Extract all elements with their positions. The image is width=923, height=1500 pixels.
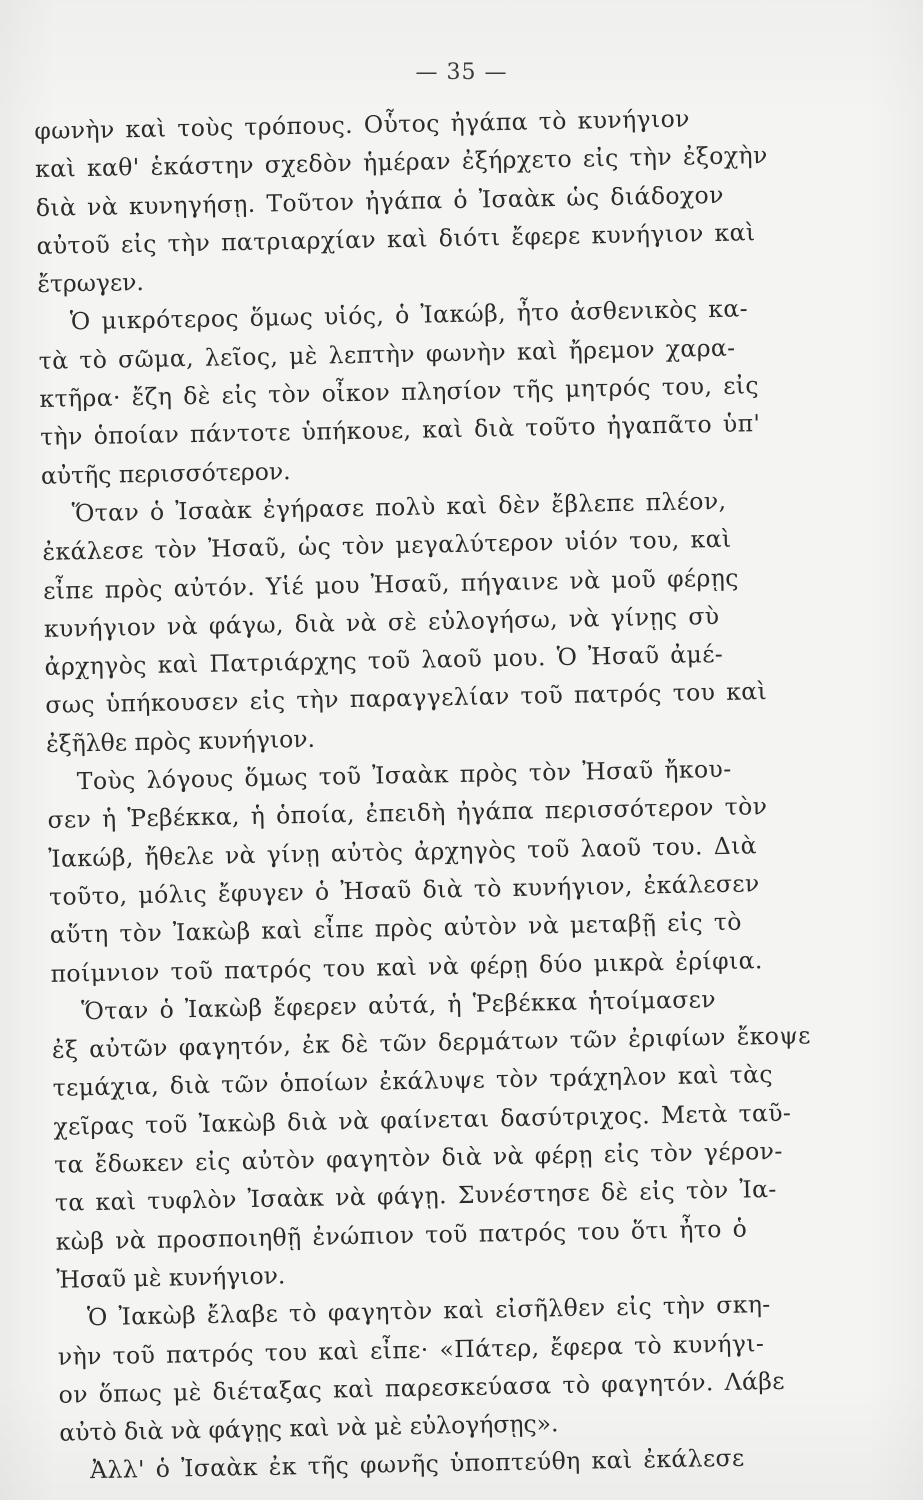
text-line: Τοὺς λόγους ὅμως τοῦ Ἰσαὰκ πρὸς τὸν Ἠσαῦ ἤκου- xyxy=(76,754,732,796)
text-line: διὰ νὰ κυνηγήσῃ. Τοῦτον ἠγάπα ὁ Ἰσαὰκ ὡς διάδοχον xyxy=(35,180,725,222)
text-line: νὴν τοῦ πατρός του καὶ εἶπε· «Πάτερ, ἔφερα τὸ κυνήγι- xyxy=(57,1328,765,1371)
text-line: ἀρχηγὸς καὶ Πατριάρχης τοῦ λαοῦ μου. Ὁ Ἠσαῦ ἀμέ- xyxy=(44,640,724,682)
text-line: σως ὑπήκουσεν εἰς τὴν παραγγελίαν τοῦ πατρός του καὶ xyxy=(45,677,768,720)
text-line: τοῦτο, μόλις ἔφυγεν ὁ Ἠσαῦ διὰ τὸ κυνήγιον, ἐκάλεσεν xyxy=(48,869,760,911)
page-number: — 35 — xyxy=(415,60,508,85)
text-line: τὰ τὸ σῶμα, λεῖος, μὲ λεπτὴν φωνὴν καὶ ἤρεμον χαρα- xyxy=(38,333,736,375)
text-line: φωνὴν καὶ τοὺς τρόπους. Οὗτος ἠγάπα τὸ κυνήγιον xyxy=(34,104,691,145)
text-line: Ἰακώβ, ἤθελε νὰ γίνῃ αὐτὸς ἀρχηγὸς τοῦ λαοῦ του. Διὰ xyxy=(48,830,758,873)
text-line: ον ὅπως μὲ διέταξας καὶ παρεσκεύασα τὸ φαγητόν. Λάβε xyxy=(58,1366,786,1409)
text-line: κὼβ νὰ προσποιηθῇ ἐνώπιον τοῦ πατρός του ὅτι ἦτο ὁ xyxy=(55,1214,748,1256)
text-line: ἔτρωγεν. xyxy=(37,268,145,299)
text-line: αὐτοῦ εἰς τὴν πατριαρχίαν καὶ διότι ἔφερε κυνήγιον καὶ xyxy=(36,218,756,260)
text-line: Ὁ μικρότερος ὅμως υἱός, ὁ Ἰακώβ, ἦτο ἀσθενικὸς κα- xyxy=(69,294,749,336)
text-line: Ἠσαῦ μὲ κυνήγιον. xyxy=(56,1261,286,1294)
page-text xyxy=(34,97,835,1490)
text-line: αὐτὸ διὰ νὰ φάγῃς καὶ νὰ μὲ εὐλογήσῃς». xyxy=(59,1409,559,1447)
text-line: αὐτῆς περισσότερον. xyxy=(40,456,291,490)
text-line: Ὅταν ὁ Ἰακὼβ ἔφερεν αὐτά, ἡ Ῥεβέκκα ἡτοίμασεν xyxy=(81,984,717,1026)
text-line: Ἀλλ' ὁ Ἰσαὰκ ἐκ τῆς φωνῆς ὑποπτεύθη καὶ ἐκάλεσε xyxy=(89,1444,745,1485)
text-line: ἐξῆλθε πρὸς κυνήγιον. xyxy=(45,724,316,758)
text-line: Ὅταν ὁ Ἰσαὰκ ἐγήρασε πολὺ καὶ δὲν ἔβλεπε πλέον, xyxy=(71,486,727,528)
text-line: τα καὶ τυφλὸν Ἰσαὰκ νὰ φάγῃ. Συνέστησε δὲ εἰς τὸν Ἰα- xyxy=(54,1175,777,1218)
text-line: ἐξ αὐτῶν φαγητόν, ἐκ δὲ τῶν δερμάτων τῶν ἐριφίων ἔκοψε xyxy=(51,1021,811,1064)
text-line: κτῆρα· ἔζη δὲ εἰς τὸν οἶκον πλησίον τῆς μητρός του, εἰς xyxy=(39,371,760,414)
text-line: ἐκάλεσε τὸν Ἠσαῦ, ὡς τὸν μεγαλύτερον υἱόν του, καὶ xyxy=(42,524,732,567)
text-line: κυνήγιον νὰ φάγω, διὰ νὰ σὲ εὐλογήσω, νὰ γίνῃς σὺ xyxy=(43,601,720,643)
text-line: τὴν ὁποίαν πάντοτε ὑπήκουε, καὶ διὰ τοῦτο ἠγαπᾶτο ὑπ' xyxy=(39,409,761,452)
text-line: ποίμνιον τοῦ πατρός του καὶ νὰ φέρῃ δύο μικρὰ ἐρίφια. xyxy=(50,945,763,988)
text-line: καὶ καθ' ἑκάστην σχεδὸν ἡμέραν ἐξήρχετο εἰς τὴν ἐξοχὴν xyxy=(34,141,768,184)
text-line: σεν ἡ Ῥεβέκκα, ἡ ὁποία, ἐπειδὴ ἠγάπα περισσότερον τὸν xyxy=(47,792,768,835)
text-line: εἶπε πρὸς αὐτόν. Υἱέ μου Ἠσαῦ, πήγαινε νὰ μοῦ φέρῃς xyxy=(42,563,739,605)
text-line: αὕτη τὸν Ἰακὼβ καὶ εἶπε πρὸς αὐτὸν νὰ μεταβῇ εἰς τὸ xyxy=(49,907,743,950)
text-line: χεῖρας τοῦ Ἰακὼβ διὰ νὰ φαίνεται δασύτριχος. Μετὰ ταῦ- xyxy=(53,1098,792,1141)
text-line: Ὁ Ἰακὼβ ἔλαβε τὸ φαγητὸν καὶ εἰσῆλθεν εἰς τὴν σκη- xyxy=(86,1290,771,1332)
text-line: τα ἔδωκεν εἰς αὐτὸν φαγητὸν διὰ νὰ φέρῃ εἰς τὸν γέρον- xyxy=(53,1136,783,1179)
text-line: τεμάχια, διὰ τῶν ὁποίων ἐκάλυψε τὸν τράχηλον καὶ τὰς xyxy=(52,1060,774,1103)
